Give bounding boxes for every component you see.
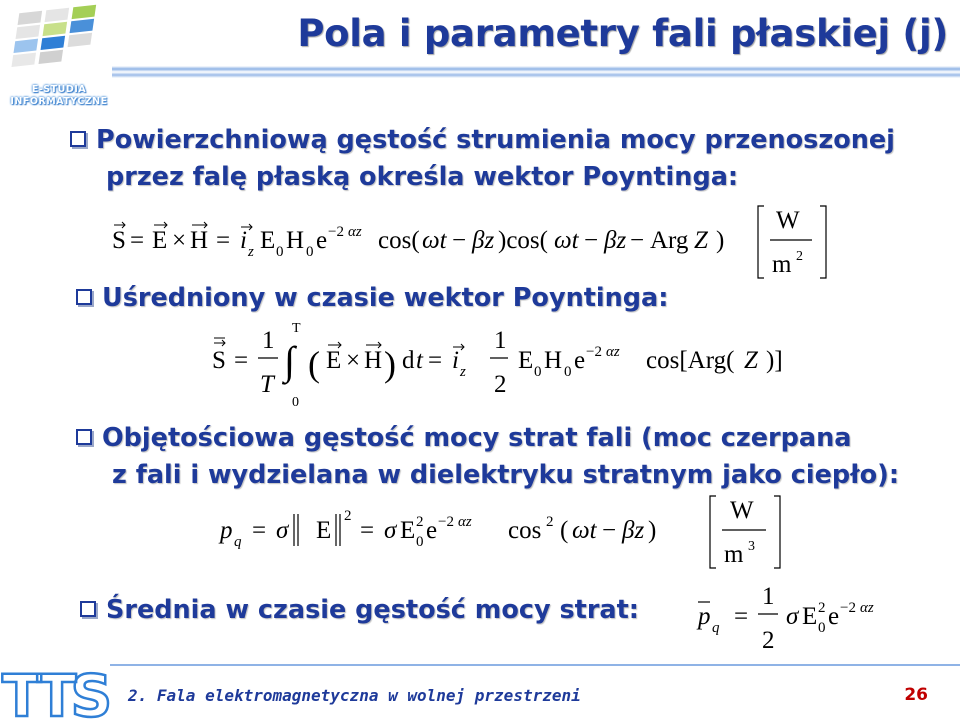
e-studia-logo (0, 0, 112, 116)
svg-text:−: − (584, 227, 599, 254)
svg-text:=: = (360, 517, 375, 544)
svg-text:αz: αz (860, 600, 874, 616)
logo-tiles-icon (0, 0, 112, 84)
svg-text:t: t (416, 347, 423, 374)
svg-text:q: q (234, 534, 242, 550)
svg-text:−2: −2 (586, 344, 602, 360)
svg-text:): ) (384, 344, 396, 384)
svg-text:T: T (260, 371, 274, 398)
svg-text:=: = (130, 227, 145, 254)
svg-text:2: 2 (762, 627, 775, 654)
svg-text:m: m (724, 541, 744, 568)
svg-text:2: 2 (546, 514, 554, 530)
formula-loss-density (220, 494, 820, 581)
logo-text-line2: INFORMATYCZNE (10, 96, 108, 107)
bullet-poynting-intro (70, 122, 895, 196)
checkbox-bullet-icon (76, 289, 92, 305)
svg-text:ωt: ωt (422, 227, 447, 254)
svg-text:2: 2 (416, 514, 424, 530)
svg-text:H: H (286, 227, 305, 254)
svg-text:cos[Arg(: cos[Arg( (646, 347, 735, 374)
svg-text:βz: βz (622, 517, 645, 544)
svg-text:0: 0 (534, 364, 542, 380)
svg-text:ωt: ωt (572, 517, 597, 544)
svg-text:E: E (518, 347, 534, 374)
svg-text:0: 0 (276, 244, 284, 260)
footer-chapter-title: 2. Fala elektromagnetyczna w wolnej przestrzeni (128, 686, 581, 705)
tts-logo (0, 660, 110, 720)
svg-text:−2: −2 (438, 514, 454, 530)
svg-text:E: E (326, 347, 342, 374)
bullet-text-line1: Powierzchniową gęstość strumienia mocy przenoszonej (96, 125, 895, 155)
svg-text:∫: ∫ (284, 338, 295, 383)
svg-text:H: H (190, 227, 209, 254)
svg-text:=: = (234, 347, 249, 374)
svg-text:−2: −2 (328, 224, 344, 240)
svg-text:z: z (248, 244, 254, 260)
svg-text:−: − (452, 227, 467, 254)
svg-text:(: ( (308, 344, 320, 384)
svg-text:1: 1 (262, 327, 275, 354)
page-title: Pola i parametry fali płaskiej (j) (297, 12, 948, 55)
title-divider (112, 66, 960, 78)
svg-text:αz: αz (606, 344, 620, 360)
svg-text:Arg: Arg (650, 227, 689, 254)
svg-text:e: e (316, 227, 328, 254)
logo-text-line1: E-STUDIA (31, 84, 87, 95)
bullet-text-line2: przez falę płaską określa wektor Poyntinga: (106, 162, 739, 192)
svg-text:W: W (730, 497, 754, 524)
tts-logo-text: TTS (2, 662, 107, 720)
svg-text:αz: αz (348, 224, 362, 240)
svg-text:1: 1 (762, 583, 775, 610)
checkbox-bullet-icon (80, 601, 96, 617)
svg-text:S: S (112, 227, 126, 254)
svg-text:=: = (216, 227, 231, 254)
svg-text:E: E (316, 517, 332, 544)
footer-divider (110, 664, 960, 666)
svg-text:2: 2 (796, 249, 803, 264)
svg-text:−: − (630, 227, 645, 254)
svg-text:d: d (402, 347, 415, 374)
svg-text:σ: σ (384, 517, 397, 544)
svg-text:2: 2 (494, 371, 507, 398)
svg-text:×: × (346, 347, 361, 374)
svg-text:H: H (544, 347, 563, 374)
svg-text:ωt: ωt (554, 227, 579, 254)
svg-text:2: 2 (818, 600, 826, 616)
svg-text:=: = (428, 347, 443, 374)
svg-text:Z: Z (694, 227, 708, 254)
svg-text:cos: cos (508, 517, 542, 544)
svg-text:(: ( (560, 517, 569, 544)
svg-text:S: S (212, 347, 226, 374)
svg-text:σ: σ (786, 603, 799, 630)
formula-poynting-vector (112, 204, 932, 291)
svg-text:−2: −2 (840, 600, 856, 616)
svg-text:p: p (220, 517, 233, 544)
bullet-volume-loss-density (76, 420, 899, 494)
checkbox-bullet-icon (70, 131, 86, 147)
svg-text:βz: βz (604, 227, 627, 254)
svg-text:E: E (260, 227, 276, 254)
svg-text:q: q (712, 620, 720, 636)
svg-text:E: E (152, 227, 168, 254)
svg-text:m: m (772, 251, 792, 278)
svg-text:×: × (172, 227, 187, 254)
svg-text:0: 0 (818, 620, 826, 636)
svg-text:3: 3 (748, 539, 755, 554)
svg-text:=: = (252, 517, 267, 544)
svg-text:E: E (400, 517, 416, 544)
svg-text:i: i (240, 227, 247, 254)
formula-averaged-poynting (212, 318, 832, 419)
logo-text (4, 84, 114, 108)
svg-text:z: z (460, 364, 466, 380)
svg-text:e: e (574, 347, 586, 374)
svg-text:)]: )] (766, 347, 783, 374)
page-number: 26 (904, 685, 928, 705)
svg-text:0: 0 (292, 395, 299, 410)
bullet-text-line2: z fali i wydzielana w dielektryku stratnym jako ciepło): (112, 460, 900, 490)
svg-text:βz: βz (472, 227, 495, 254)
svg-text:−: − (602, 517, 617, 544)
svg-text:)cos(: )cos( (498, 227, 548, 254)
svg-text:0: 0 (416, 534, 424, 550)
svg-text:e: e (426, 517, 438, 544)
svg-text:2: 2 (344, 508, 352, 524)
svg-text:E: E (802, 603, 818, 630)
svg-text:i: i (452, 347, 459, 374)
svg-text:W: W (776, 207, 800, 234)
svg-text:Z: Z (744, 347, 758, 374)
svg-text:cos(: cos( (378, 227, 420, 254)
svg-text:0: 0 (306, 244, 314, 260)
svg-text:T: T (292, 321, 301, 336)
svg-text:1: 1 (494, 327, 507, 354)
bullet-text-line1: Objętościowa gęstość mocy strat fali (moc czerpana (102, 423, 852, 453)
svg-text:): ) (716, 227, 725, 254)
svg-text:e: e (828, 603, 840, 630)
bullet-text-line1: Średnia w czasie gęstość mocy strat: (106, 595, 640, 625)
svg-text:αz: αz (458, 514, 472, 530)
svg-text:σ: σ (276, 517, 289, 544)
bullet-average-loss-density (80, 592, 639, 629)
svg-text:): ) (648, 517, 657, 544)
checkbox-bullet-icon (76, 429, 92, 445)
svg-text:H: H (364, 347, 383, 374)
svg-text:=: = (734, 603, 749, 630)
svg-text:p: p (698, 603, 711, 630)
formula-average-loss (696, 574, 936, 667)
bullet-averaged-poynting (76, 280, 668, 317)
bullet-text-line1: Uśredniony w czasie wektor Poyntinga: (102, 283, 669, 313)
svg-text:0: 0 (564, 364, 572, 380)
